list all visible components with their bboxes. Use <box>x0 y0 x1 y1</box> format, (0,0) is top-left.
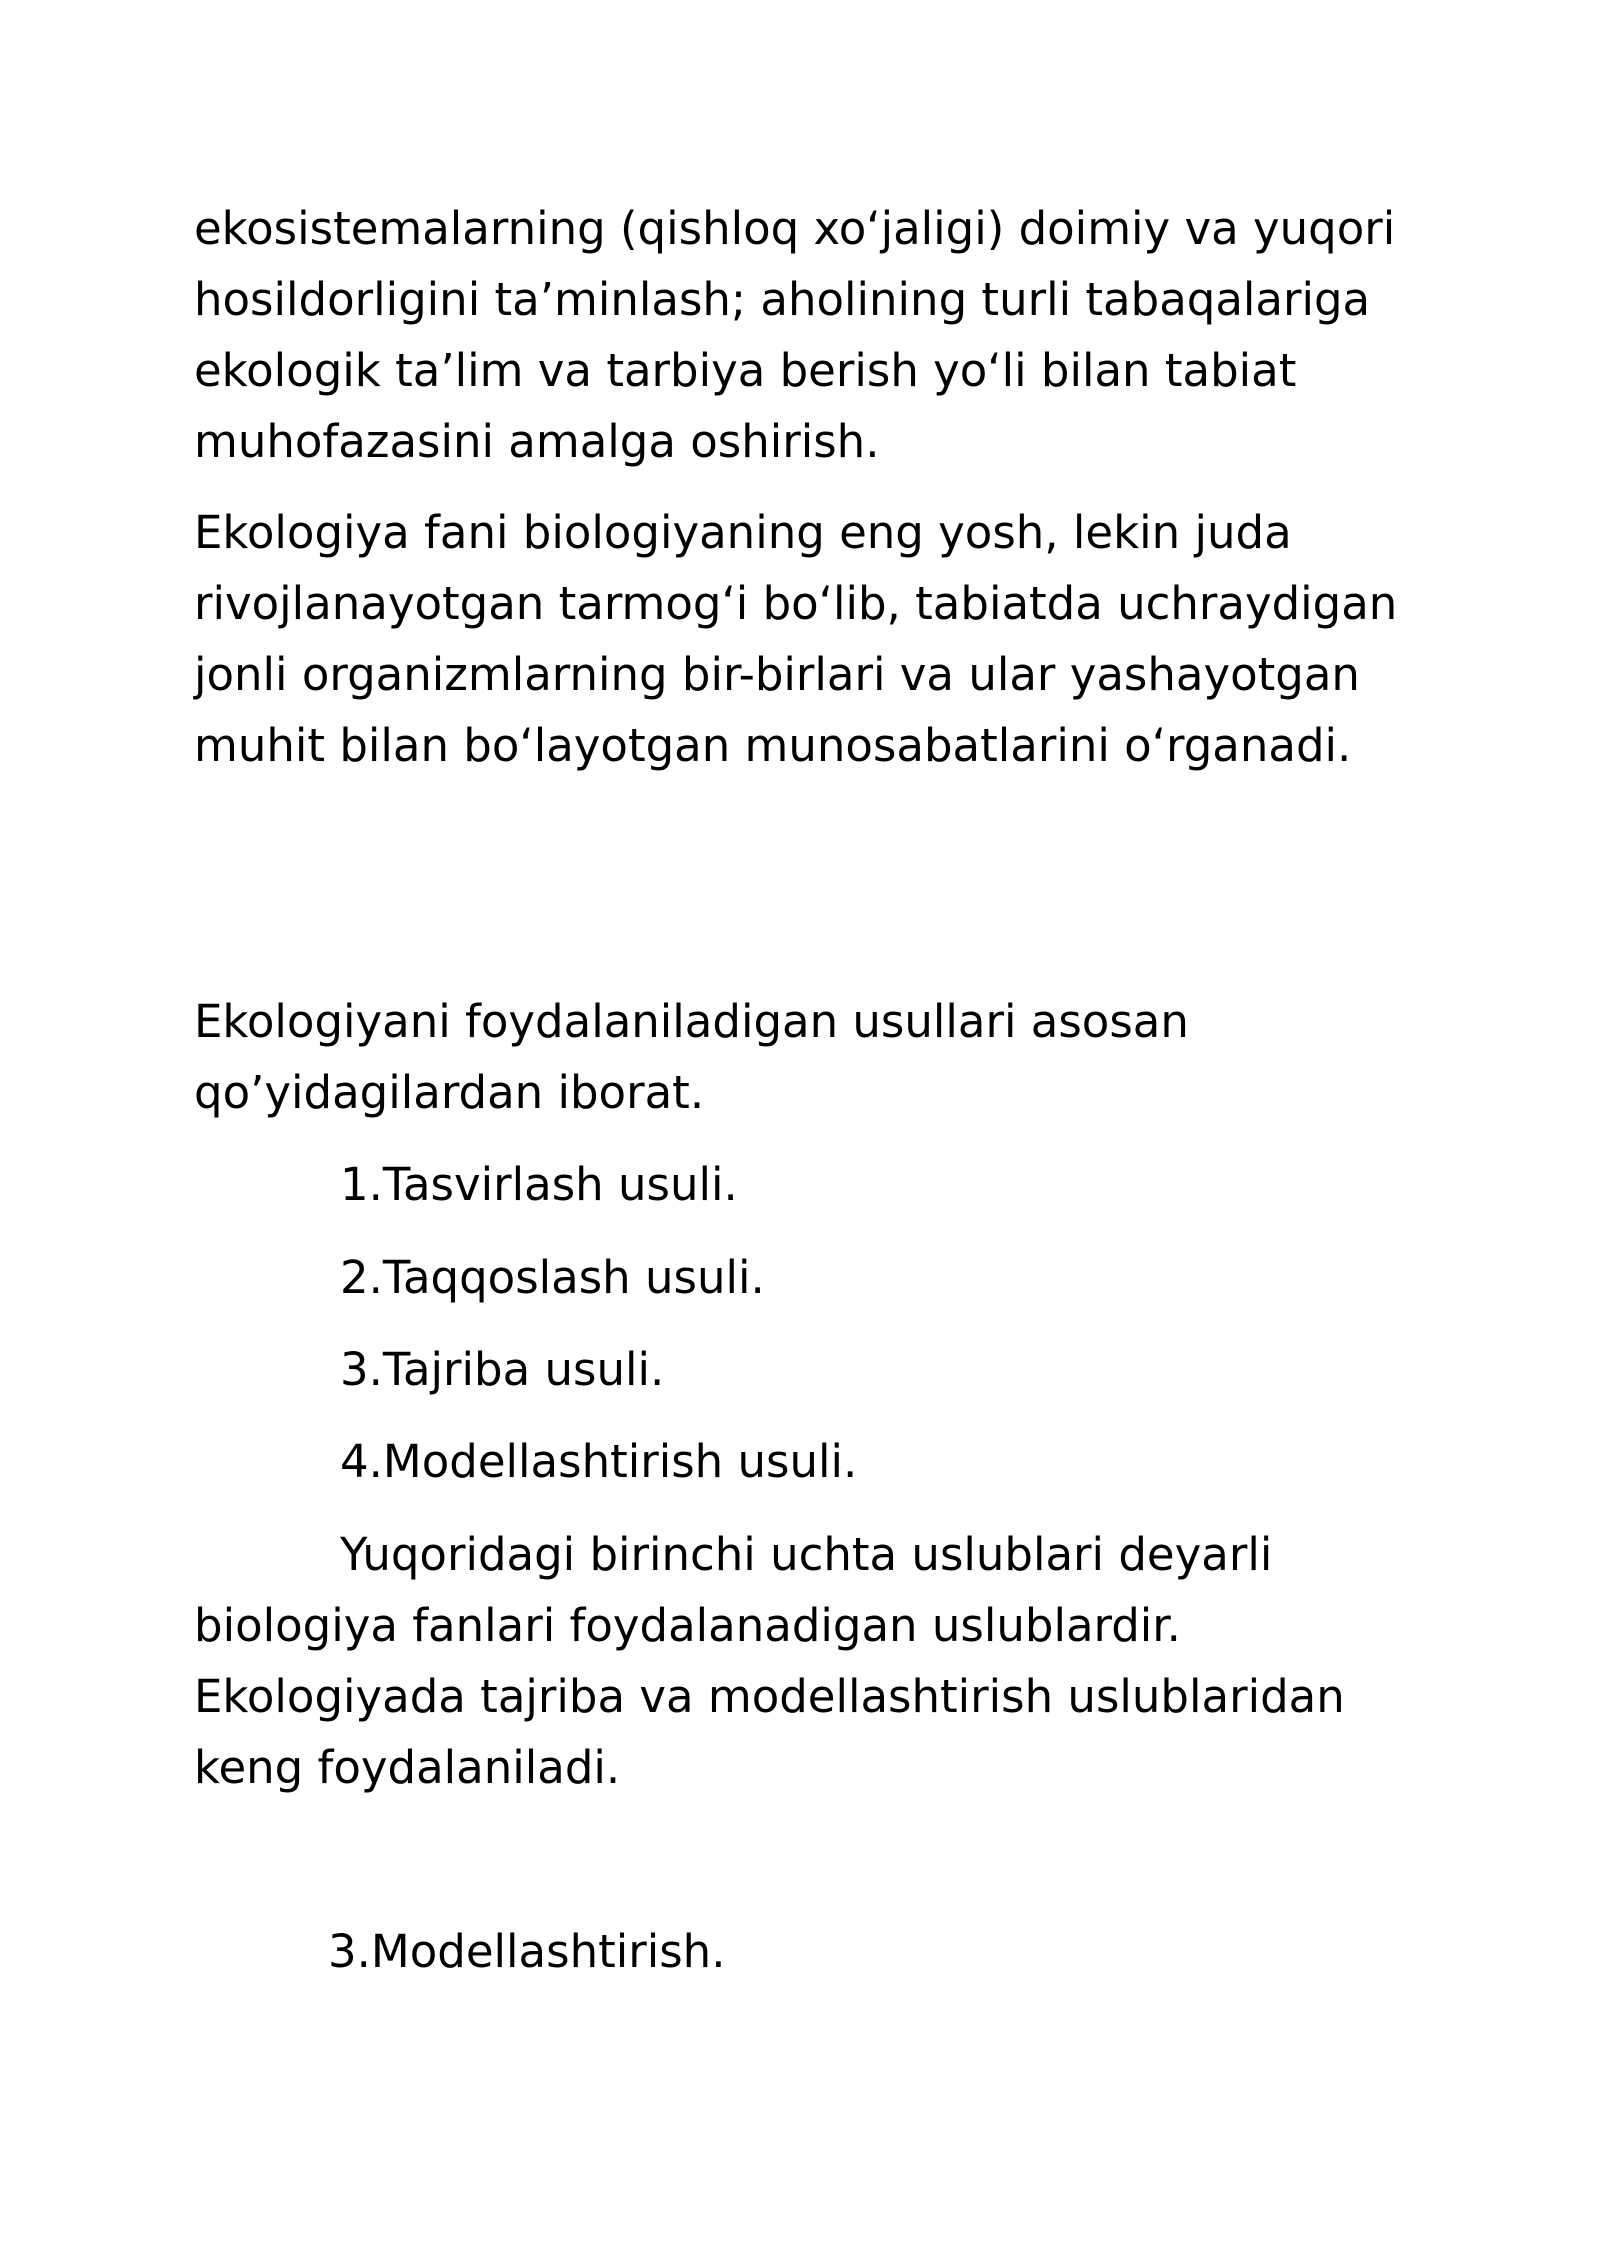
paragraph-text: Ekologiya fani biologiyaning eng yosh, lekin juda rivojlanayotgan tarmog‘i bo‘lib, tabiatda uchraydigan jonli organizmlarning bir-birlari va ular yashayotgan muhit bilan bo‘layotgan munosabatlarini o‘rganadi. <box>194 506 1398 772</box>
paragraph-ecology-definition <box>194 497 1444 781</box>
paragraph-methods-intro <box>194 986 1444 1128</box>
paragraph-text: Yuqoridagi birinchi uchta uslublari deyarli biologiya fanlari foydalanadigan uslublardir. Ekologiyada tajriba va modellashtirish uslublaridan keng foydalaniladi. <box>194 1528 1345 1794</box>
paragraph-text: ekosistemalarning (qishloq xo‘jaligi) doimiy va yuqori hosildorligini ta’minlash; aholining turli tabaqalariga ekologik ta’lim va tarbiya berish yo‘li bilan tabiat muhofazasini amalga oshirish. <box>194 202 1396 468</box>
list-item <box>194 1334 1590 1405</box>
paragraph-methods-summary <box>194 1519 1444 1803</box>
list-item-text: 3.Tajriba usuli. <box>340 1343 665 1396</box>
list-item-text: 2.Taqqoslash usuli. <box>340 1251 765 1304</box>
heading-text: 3.Modellashtirish. <box>328 1925 726 1978</box>
paragraph-text: Ekologiyani foydalaniladigan usullari asosan qo’yidagilardan iborat. <box>194 995 1189 1119</box>
section-heading <box>328 1916 1578 1987</box>
list-item-text: 4.Modellashtirish usuli. <box>340 1435 858 1488</box>
list-item <box>194 1426 1590 1497</box>
list-item <box>194 1149 1590 1220</box>
list-item-text: 1.Tasvirlash usuli. <box>340 1158 738 1211</box>
paragraph-ecosystem-goals <box>194 193 1444 477</box>
list-item <box>194 1242 1590 1313</box>
